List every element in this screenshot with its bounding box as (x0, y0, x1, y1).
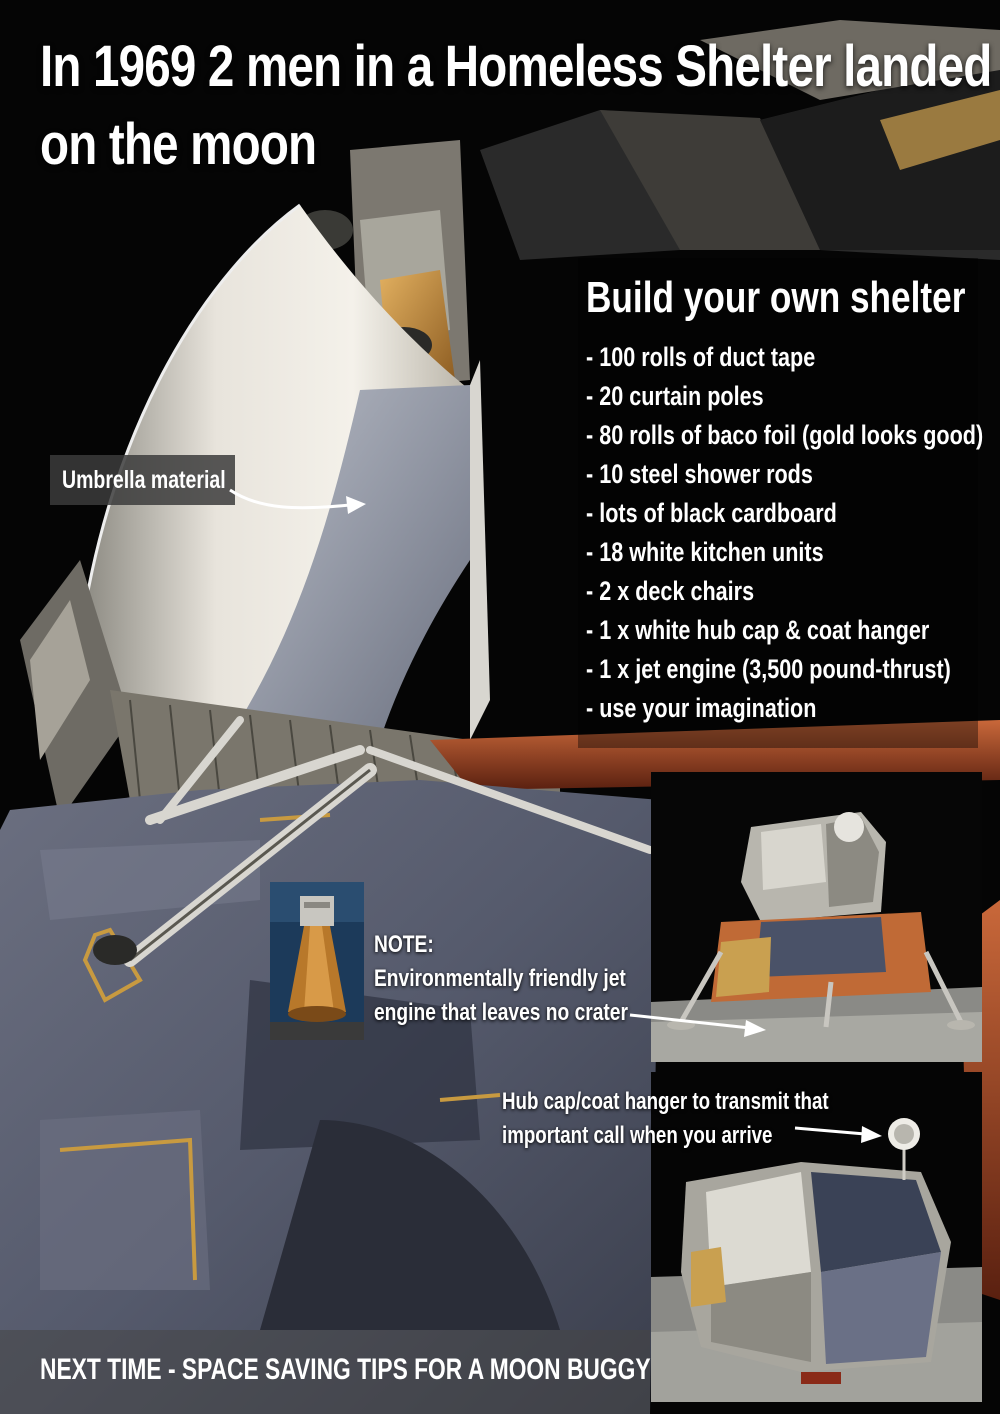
footer-teaser: NEXT TIME - SPACE SAVING TIPS FOR A MOON BUGGY (40, 1353, 651, 1386)
note-heading: NOTE: (374, 931, 434, 958)
jet-engine-note (374, 928, 691, 1030)
shelter-heading: Build your own shelter (586, 273, 966, 322)
list-item: - 20 curtain poles (586, 381, 764, 411)
shelter-item-list (586, 338, 1000, 728)
umbrella-label: Umbrella material (62, 466, 226, 494)
list-item: - 18 white kitchen units (586, 537, 824, 567)
title-line-2: on the moon (40, 112, 317, 177)
jet-engine-photo (270, 882, 364, 1040)
list-item: - 2 x deck chairs (586, 576, 755, 606)
list-item: - 100 rolls of duct tape (586, 342, 816, 372)
hub-caption-line-1: Hub cap/coat hanger to transmit that (502, 1088, 829, 1115)
hub-cap-caption (502, 1085, 921, 1153)
page-title (40, 28, 1000, 184)
hub-caption-line-2: important call when you arrive (502, 1122, 773, 1149)
list-item: - lots of black cardboard (586, 498, 837, 528)
list-item: - 80 rolls of baco foil (gold looks good) (586, 420, 984, 450)
list-item: - 1 x white hub cap & coat hanger (586, 615, 930, 645)
lunar-module-surface-photo (651, 772, 982, 1062)
list-item: - 1 x jet engine (3,500 pound-thrust) (586, 654, 951, 684)
note-line-2: engine that leaves no crater (374, 999, 628, 1026)
list-item: - use your imagination (586, 693, 817, 723)
title-line-1: In 1969 2 men in a Homeless Shelter landed (40, 34, 992, 99)
note-line-1: Environmentally friendly jet (374, 965, 626, 992)
list-item: - 10 steel shower rods (586, 459, 813, 489)
